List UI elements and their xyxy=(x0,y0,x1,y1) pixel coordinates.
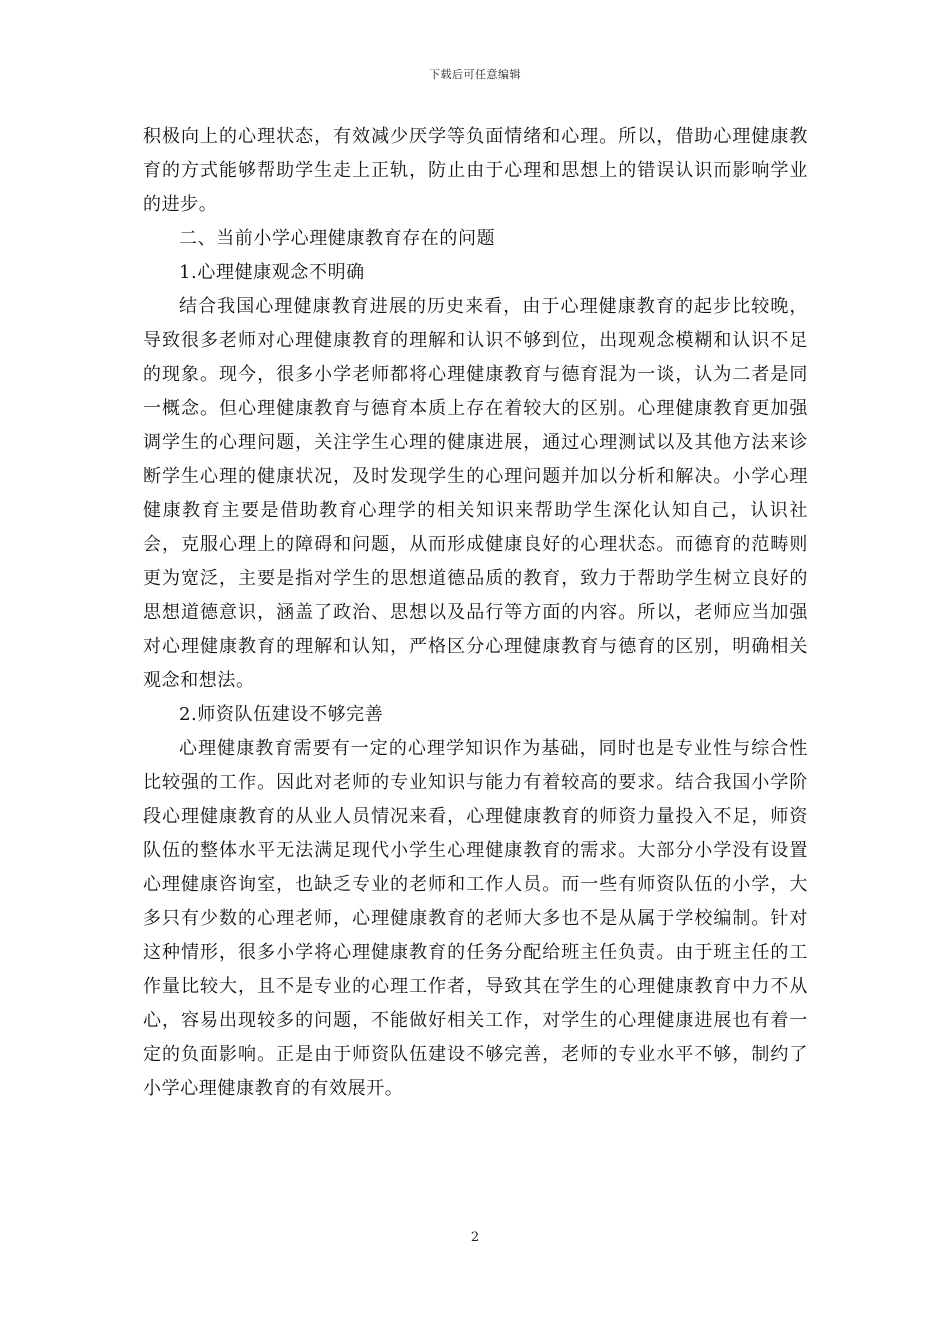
page-number: 2 xyxy=(470,1230,480,1245)
paragraph-2: 心理健康教育需要有一定的心理学知识作为基础，同时也是专业性与综合性比较强的工作。因此对老师的专业知识与能力有着较高的要求。结合我国小学阶段心理健康教育的从业人员情况来看，心理健康教育的师资力量投入不足，师资队伍的整体水平无法满足现代小学生心理健康教育的需求。大部分小学没有设置心理健康咨询室，也缺乏专业的老师和工作人员。而一些有师资队伍的小学，大多只有少数的心理老师，心理健康教育的老师大多也不是从属于学校编制。针对这种情形，很多小学将心理健康教育的任务分配给班主任负责。由于班主任的工作量比较大，且不是专业的心理工作者，导致其在学生的心理健康教育中力不从心，容易出现较多的问题，不能做好相关工作，对学生的心理健康进展也有着一定的负面影响。正是由于师资队伍建设不够完善，老师的专业水平不够，制约了小学心理健康教育的有效展开。 xyxy=(143,738,808,1099)
page-header: 下载后可任意编辑 xyxy=(429,68,521,81)
paragraph-1: 结合我国心理健康教育进展的历史来看，由于心理健康教育的起步比较晚，导致很多老师对心理健康教育的理解和认识不够到位，出现观念模糊和认识不足的现象。现今，很多小学老师都将心理健康教育与德育混为一谈，认为二者是同一概念。但心理健康教育与德育本质上存在着较大的区别。心理健康教育更加强调学生的心理问题，关注学生心理的健康进展，通过心理测试以及其他方法来诊断学生心理的健康状况，及时发现学生的心理问题并加以分析和解决。小学心理健康教育主要是借助教育心理学的相关知识来帮助学生深化认知自己，认识社会，克服心理上的障碍和问题，从而形成健康良好的心理状态。而德育的范畴则更为宽泛，主要是指对学生的思想道德品质的教育，致力于帮助学生树立良好的思想道德意识，涵盖了政治、思想以及品行等方面的内容。所以，老师应当加强对心理健康教育的理解和认知，严格区分心理健康教育与德育的区别，明确相关观念和想法。 xyxy=(143,296,808,691)
section-heading: 二、当前小学心理健康教育存在的问题 xyxy=(179,228,496,249)
subsection-heading-1: 1.心理健康观念不明确 xyxy=(179,262,365,283)
paragraph-continuation: 积极向上的心理状态，有效减少厌学等负面情绪和心理。所以，借助心理健康教育的方式能够帮助学生走上正轨，防止由于心理和思想上的错误认识而影响学业的进步。 xyxy=(143,126,808,215)
subsection-heading-2: 2.师资队伍建设不够完善 xyxy=(179,704,384,725)
document-body xyxy=(143,120,808,1106)
